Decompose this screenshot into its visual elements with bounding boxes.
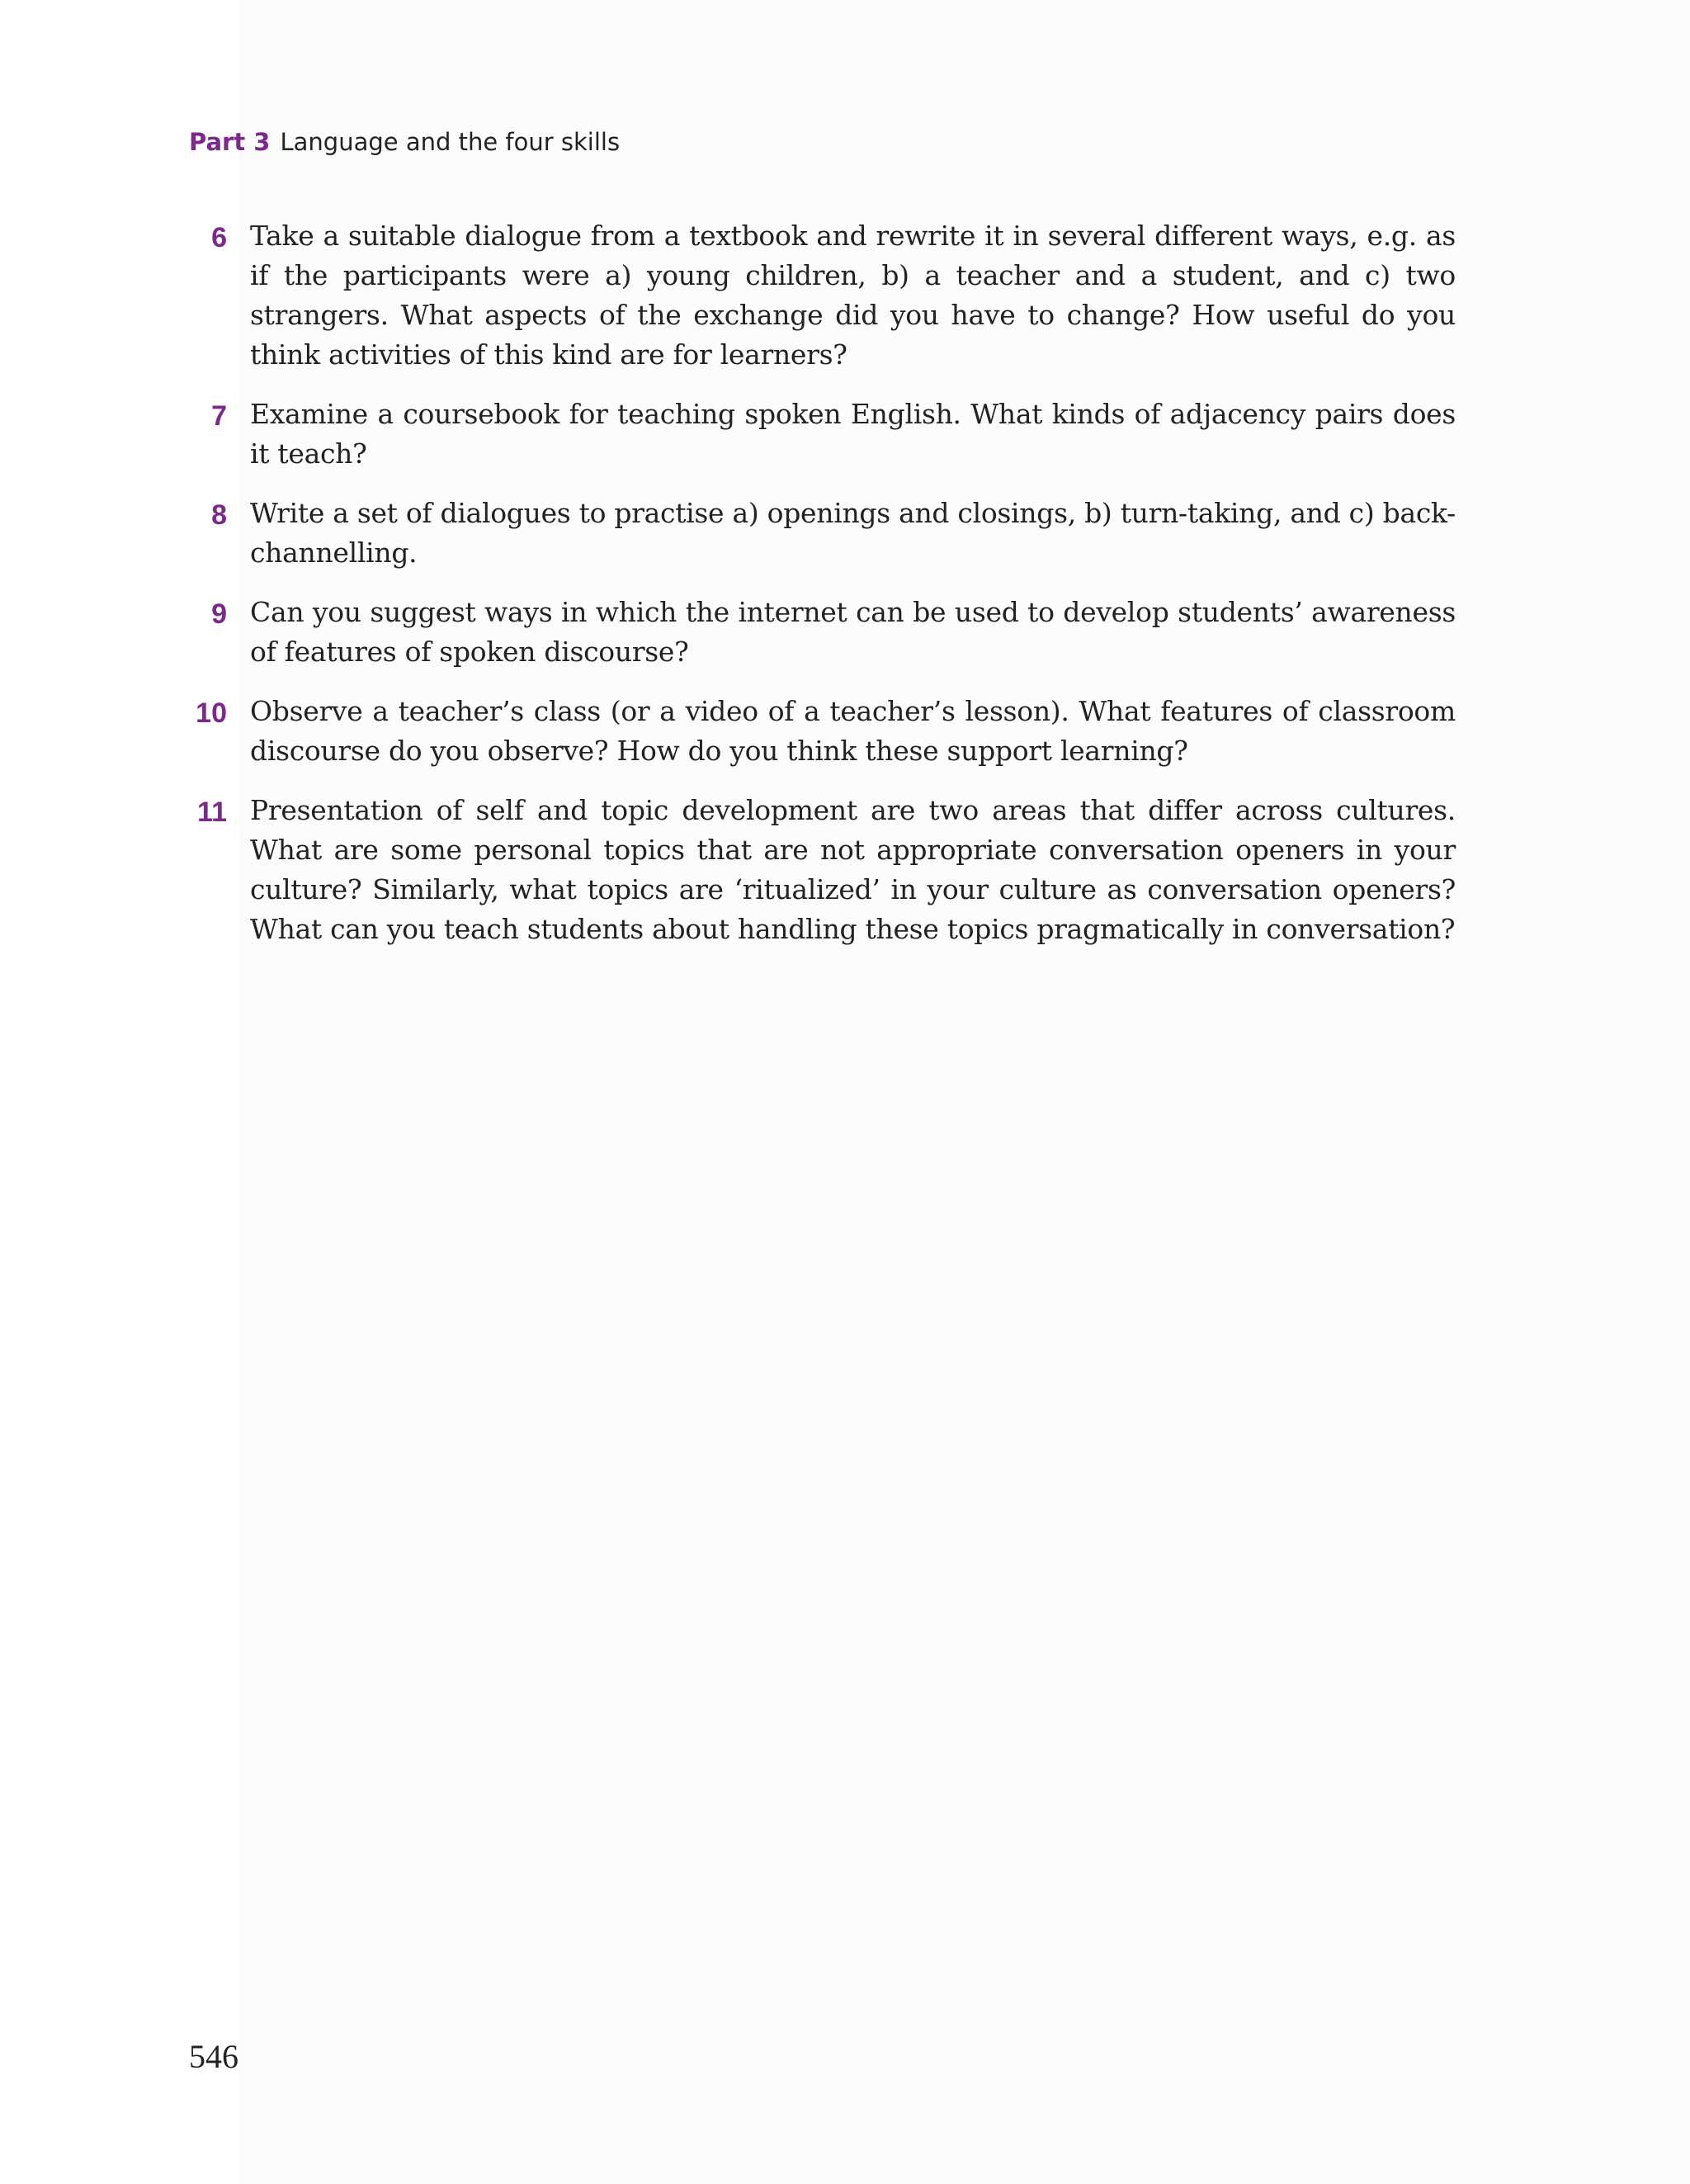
running-head-part: Part 3: [189, 128, 271, 156]
exercise-number: 6: [211, 222, 227, 253]
exercise-number: 7: [211, 400, 227, 432]
exercise-text: Observe a teacher’s class (or a video of a teacher’s lesson). What features of classroom discourse do you observe? How do you think these support learning?: [250, 695, 1456, 767]
running-head-title: Language and the four skills: [280, 128, 621, 156]
exercise-item: [189, 593, 1456, 672]
exercise-number: 8: [211, 499, 227, 531]
exercise-text: Take a suitable dialogue from a textbook and rewrite it in several different ways, e.g. as if the participants were a) young children, b) a teacher and a student, and c) two strangers. What aspects of the exchange did you have to change? How useful do you think activities of this kind are for learners?: [250, 220, 1456, 371]
exercise-text: Examine a coursebook for teaching spoken English. What kinds of adjacency pairs does it teach?: [250, 398, 1456, 470]
exercise-item: [189, 692, 1456, 771]
running-head: [189, 128, 620, 156]
exercise-text: Presentation of self and topic development are two areas that differ across cultures. What are some personal topics that are not appropriate conversation openers in your culture? Similarly, what topics are ‘ritualized’ in your culture as conversation openers? What can you teach students about handling these topics pragmatically in conversation?: [250, 794, 1456, 945]
exercise-item: [189, 395, 1456, 474]
exercise-number: 9: [211, 598, 227, 630]
exercise-item: [189, 216, 1456, 375]
exercise-text: Can you suggest ways in which the internet can be used to develop students’ awareness of features of spoken discourse?: [250, 596, 1456, 668]
exercise-number: 10: [196, 697, 227, 729]
page-number: 546: [189, 2038, 238, 2075]
exercise-number: 11: [197, 797, 227, 828]
exercise-item: [189, 791, 1456, 949]
exercise-item: [189, 494, 1456, 573]
exercise-text: Write a set of dialogues to practise a) openings and closings, b) turn-taking, and c) back-channelling.: [250, 497, 1456, 569]
